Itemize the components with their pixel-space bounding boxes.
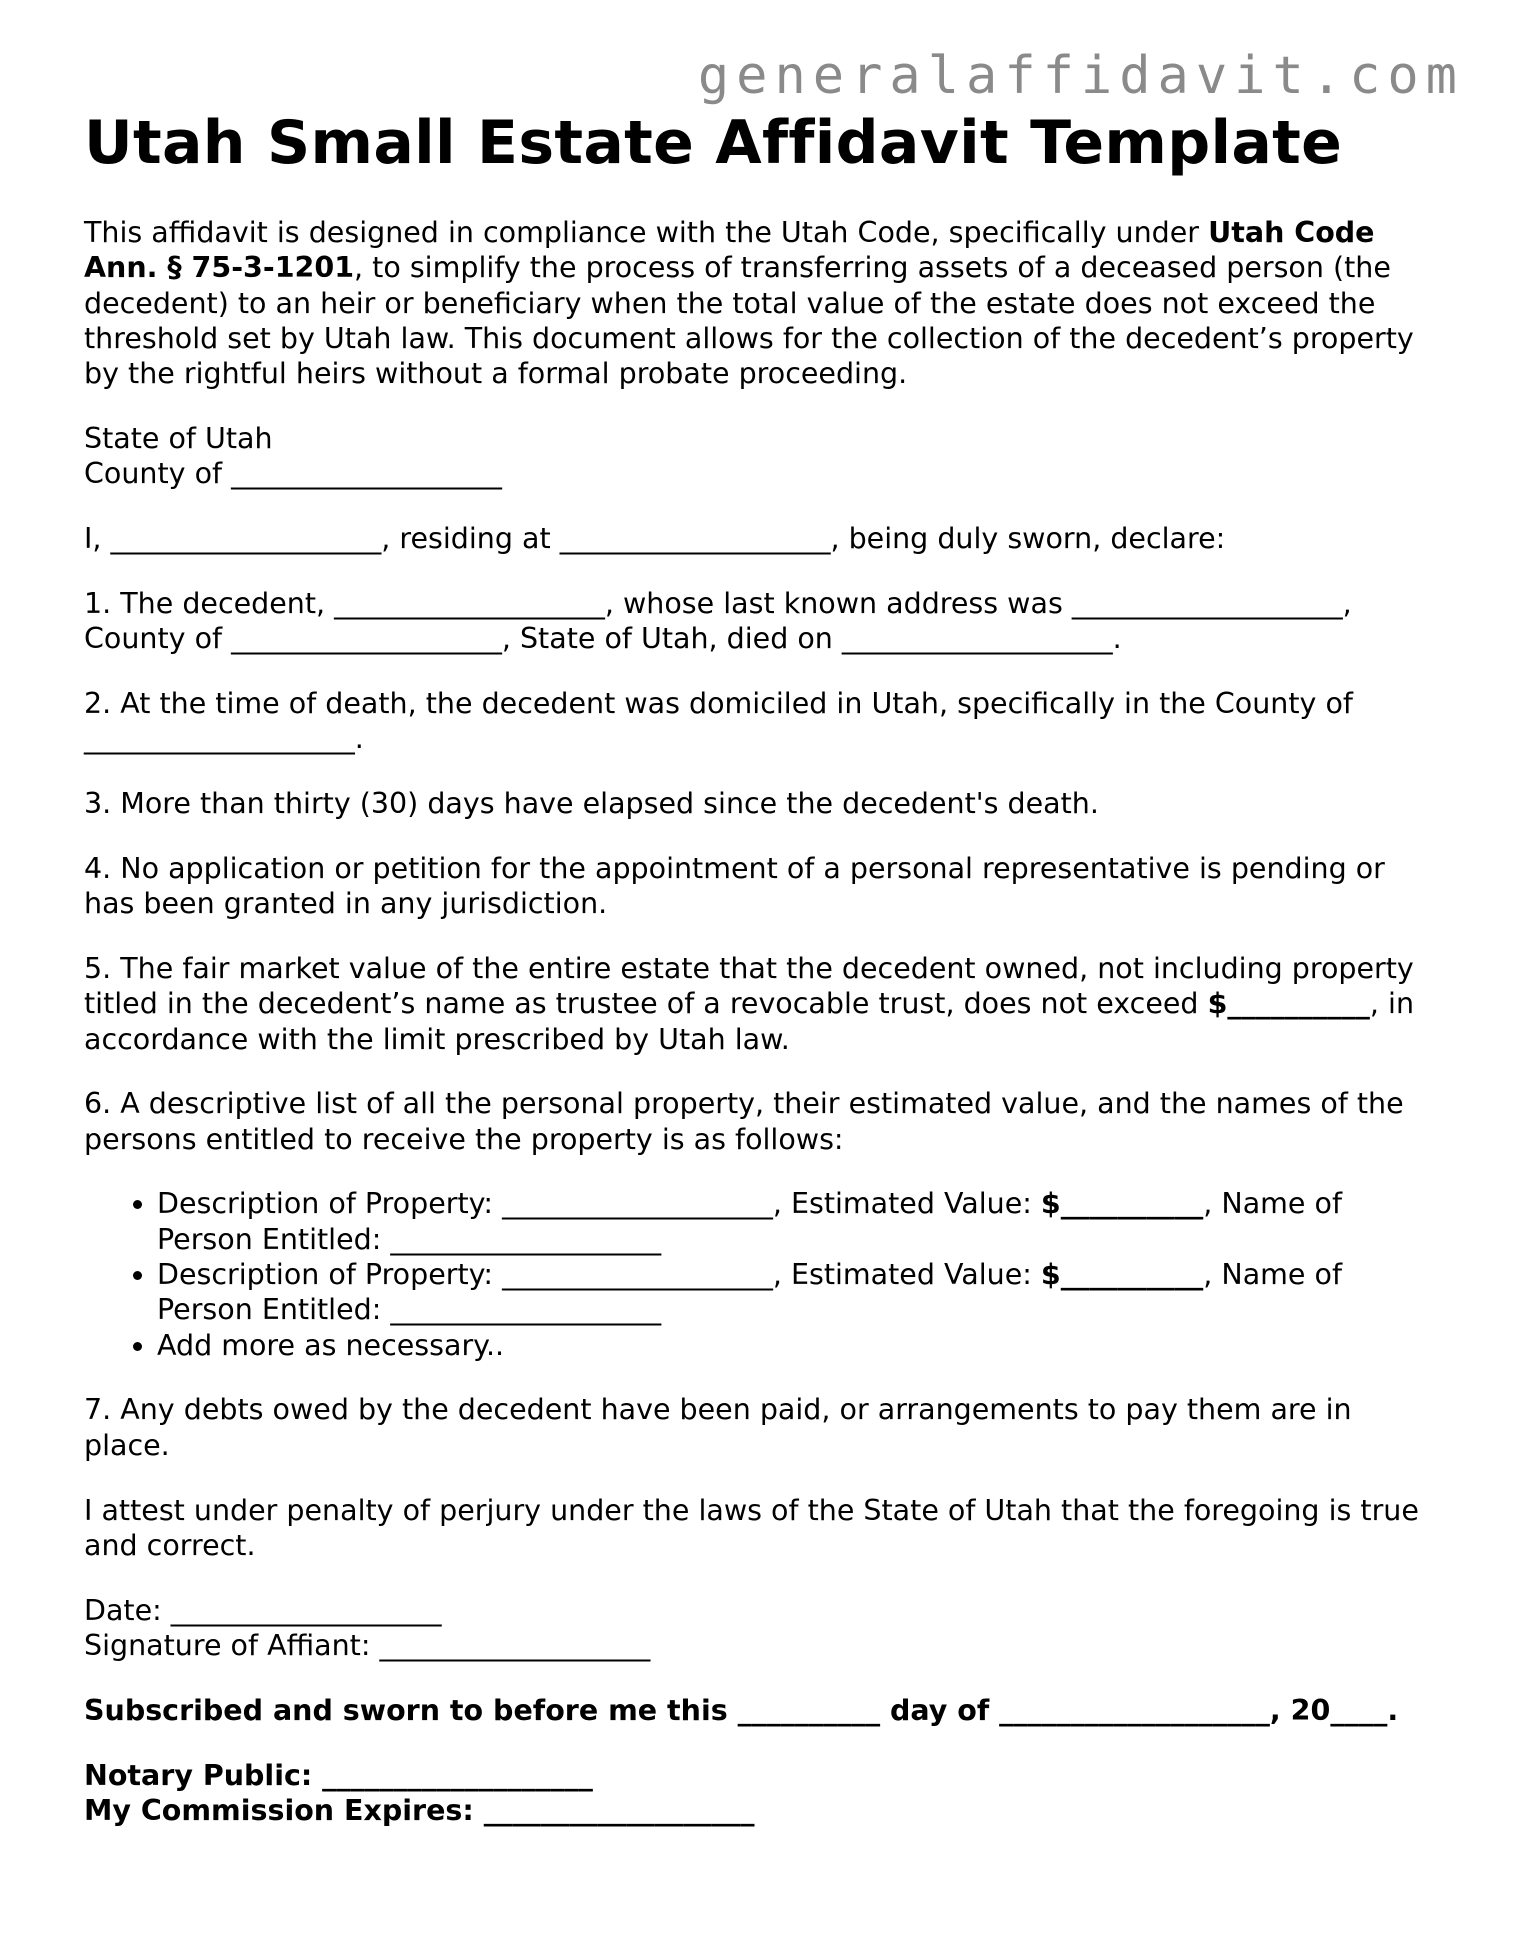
clause-1: 1. The decedent, ___________________, whose last known address was ___________________, County of ___________________, State of Utah, died on ___________________. <box>84 586 1352 656</box>
affiant-signature-line: Signature of Affiant: ___________________ <box>84 1628 651 1662</box>
clause-3: 3. More than thirty (30) days have elapsed since the decedent's death. <box>84 787 1099 821</box>
property-2-desc: Description of Property: ___________________, Estimated Value: <box>157 1258 1041 1292</box>
property-1-desc: Description of Property: ___________________, Estimated Value: <box>157 1187 1041 1221</box>
clause-7: 7. Any debts owed by the decedent have been paid, or arrangements to pay them are in place. <box>84 1393 1352 1462</box>
attestation: I attest under penalty of perjury under the laws of the State of Utah that the foregoing is true and correct. <box>84 1493 1419 1562</box>
property-1-amount: $__________ <box>1040 1187 1204 1221</box>
clause-5-text-before: 5. The fair market value of the entire estate that the decedent owned, not including property titled in the decedent’s name as trustee of a revocable trust, does not exceed <box>84 951 1414 1021</box>
watermark: generalaffidavit.com <box>697 46 1464 106</box>
intro-text-after: , to simplify the process of transferring assets of a deceased person (the decedent) to an heir or beneficiary when the total value of the estate does not exceed the threshold set by Utah law. This document allows for the collection of the decedent’s property by the rightful heirs without a formal probate proceeding. <box>84 251 1414 391</box>
signature-block <box>84 1593 1439 1664</box>
document <box>84 103 1439 1828</box>
document-title: Utah Small Estate Affidavit Template <box>84 108 1343 178</box>
property-2-amount: $__________ <box>1040 1258 1204 1292</box>
date-line: Date: ___________________ <box>84 1593 442 1627</box>
jurat-text: Subscribed and sworn to before me this __________ day of ___________________, 20____. <box>84 1693 1399 1727</box>
clause-2: 2. At the time of death, the decedent was domiciled in Utah, specifically in the County of ___________________. <box>84 686 1353 756</box>
intro-citation: Utah Code Ann. § 75-3-1201 <box>84 216 1375 285</box>
property-list <box>84 1186 1439 1362</box>
intro-text-before: This affidavit is designed in compliance with the Utah Code, specifically under <box>84 216 1209 249</box>
clause-6: 6. A descriptive list of all the personal property, their estimated value, and the names of the persons entitled to receive the property is as follows: <box>84 1087 1404 1156</box>
notary-public-line: Notary Public: ___________________ <box>84 1758 593 1792</box>
list-item <box>157 1186 1439 1257</box>
property-1-person: , Name of Person Entitled: ___________________ <box>157 1187 1342 1256</box>
jurat <box>84 1693 1439 1728</box>
clause-4: 4. No application or petition for the appointment of a personal representative is pending or has been granted in any jurisdiction. <box>84 851 1385 921</box>
venue-block <box>84 421 1439 492</box>
commission-expires-line: My Commission Expires: ___________________ <box>84 1793 755 1827</box>
intro-paragraph <box>84 215 1439 391</box>
notary-block <box>84 1758 1439 1829</box>
clause-5-text-after: , in accordance with the limit prescribed by Utah law. <box>84 987 1415 1056</box>
list-item: • Add more as necessary.. <box>157 1328 1439 1363</box>
clause-5 <box>84 951 1439 1057</box>
venue-state: State of Utah <box>84 421 273 455</box>
list-item <box>157 1257 1439 1328</box>
affiant-line: I, ___________________, residing at ___________________, being duly sworn, declare: <box>84 522 1226 556</box>
clause-5-amount: $__________ <box>1207 987 1370 1021</box>
venue-county: County of ___________________ <box>84 457 502 491</box>
property-2-person: , Name of Person Entitled: ___________________ <box>157 1258 1342 1327</box>
